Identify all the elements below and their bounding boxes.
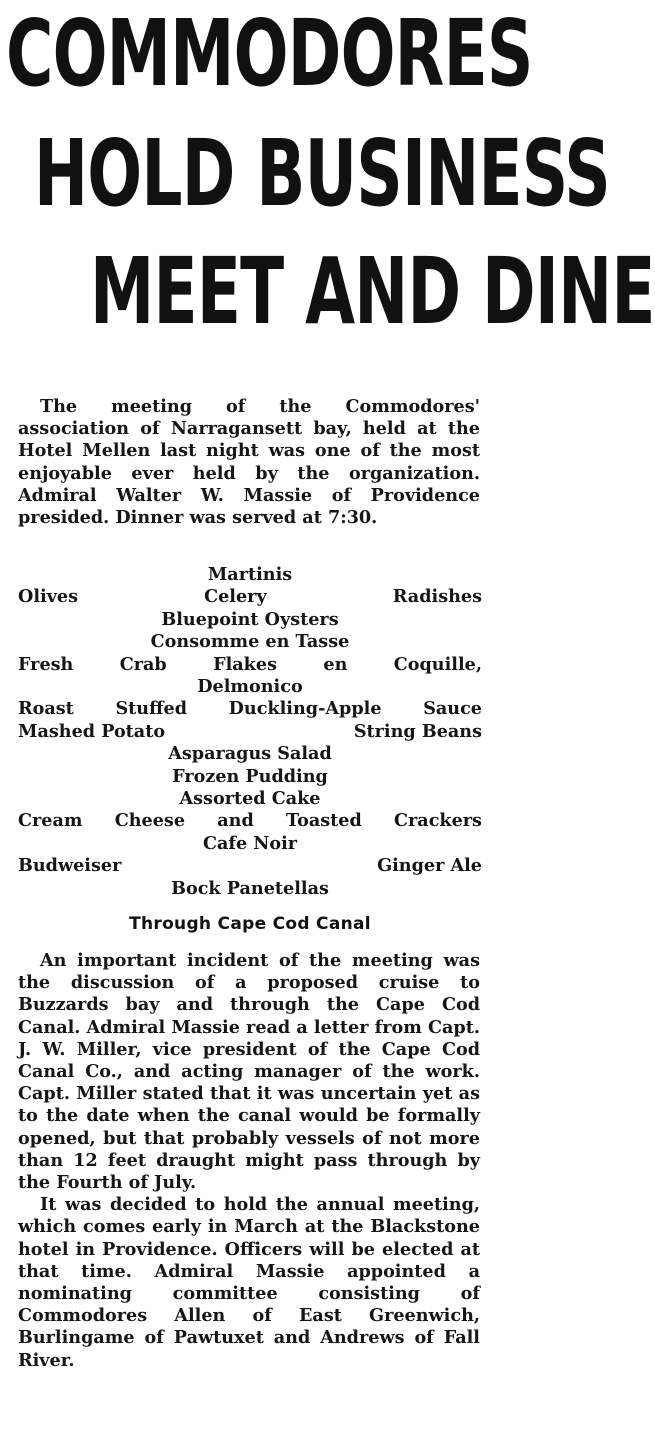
menu-row-crab [18,654,482,676]
menu-cheese-word: Cheese [114,810,186,832]
menu-budweiser: Budweiser [18,855,122,877]
menu-oysters: Bluepoint Oysters [161,608,339,630]
menu-duckling-word: Roast [18,698,74,720]
menu-delmonico: Delmonico [197,676,303,698]
menu-row-sides [18,721,482,743]
canal-paragraph: An important incident of the meeting was the discussion of a proposed cruise to Buzzards bay and through the Cape Cod Canal. Admiral Massie read a letter from Capt. J. W. Miller, vice president of the Cape Cod Canal Co., and acting manager of the work. Capt. Miller stated that it was uncertain yet as to the date when the canal would be formally opened, but that probably vessels of not more than 12 feet draught might pass through by the Fourth of July. [18,950,480,1194]
menu-panetellas: Bock Panetellas [171,877,329,899]
menu-row-duckling [18,698,482,720]
menu-cafe: Cafe Noir [202,832,298,854]
headline-line-2: HOLD BUSINESS [34,120,610,227]
menu-celery: Celery [204,586,267,608]
body-block [18,950,480,1372]
menu-salad: Asparagus Salad [168,743,332,765]
menu-row-relishes [18,586,482,608]
menu-martinis: Martinis [207,564,293,585]
menu-radishes: Radishes [392,586,482,608]
menu-ginger-ale: Ginger Ale [377,855,482,877]
menu-crab-word: en [323,653,348,675]
headline-line-3: MEET AND DINE [90,238,655,345]
menu-cheese-word: Cream [18,810,83,832]
dinner-menu [18,564,482,900]
menu-duckling-word: Stuffed [115,698,188,720]
menu-pudding: Frozen Pudding [172,765,328,787]
menu-crab-word: Flakes [213,653,277,675]
menu-duckling-word: Sauce [423,698,482,720]
menu-cheese-word: and [217,810,254,832]
menu-crab-word: Crab [119,653,167,675]
menu-cheese-word: Toasted [286,810,362,832]
menu-cheese-word: Crackers [394,810,482,832]
intro-paragraph: The meeting of the Commodores' association of Narragansett bay, held at the Hotel Mellen last night was one of the most enjoyable ever held by the organization. Admiral Walter W. Massie of Providence presided. Dinner was served at 7:30. [18,396,480,529]
section-subhead: Through Cape Cod Canal [129,914,371,934]
menu-cake: Assorted Cake [179,788,321,810]
menu-crab-word: Coquille, [393,653,482,675]
menu-row-drinks [18,855,482,877]
menu-olives: Olives [18,586,79,608]
menu-duckling-word: Duckling-Apple [228,698,382,720]
meeting-paragraph: It was decided to hold the annual meeting, which comes early in March at the Blackstone hotel in Providence. Officers will be elected at that time. Admiral Massie appointed a nominating committee consisting of Commodores Allen of East Greenwich, Burlingame of Pawtuxet and Andrews of Fall River. [18,1194,480,1371]
intro-block [18,396,480,529]
menu-row-cheese [18,810,482,832]
menu-beans: String Beans [353,720,482,742]
menu-crab-word: Fresh [18,653,74,675]
menu-consomme: Consomme en Tasse [150,631,350,653]
headline-line-1: COMMODORES [6,0,533,107]
menu-potato: Mashed Potato [18,720,166,742]
